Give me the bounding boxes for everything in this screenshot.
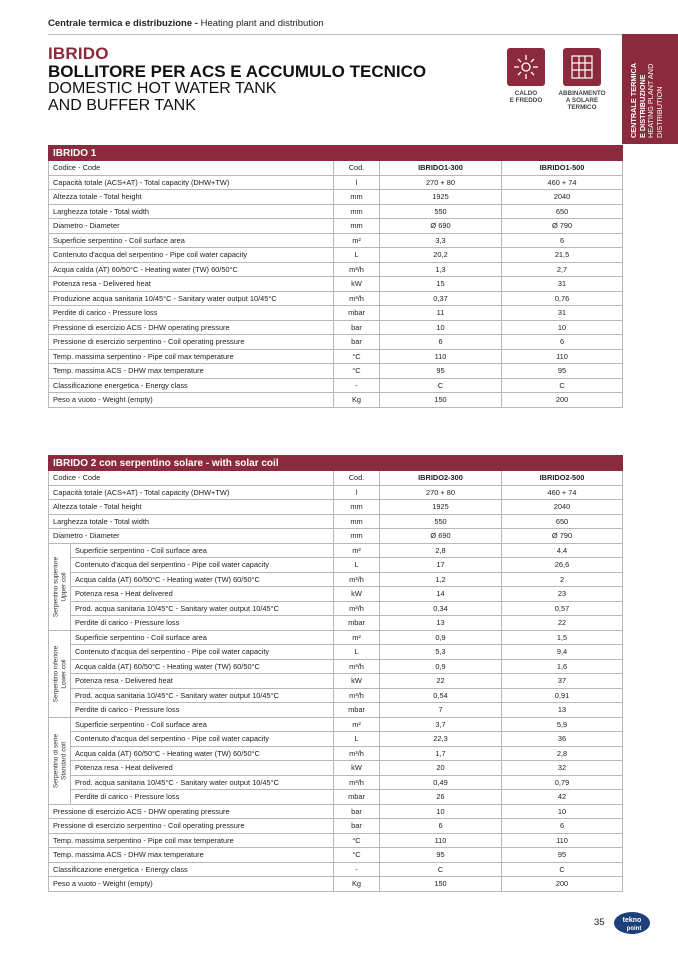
- table-cell: Diametro - Diameter: [49, 219, 334, 234]
- table-cell: 200: [502, 393, 623, 408]
- table-cell: 0,34: [380, 601, 502, 616]
- table-row: [49, 349, 623, 364]
- table-cell: 110: [380, 349, 502, 364]
- table-cell: L: [334, 248, 380, 263]
- table-row: [49, 306, 623, 321]
- table-cell: 150: [380, 393, 502, 408]
- table-cell: Prod. acqua sanitaria 10/45°C - Sanitary water output 10/45°C: [71, 601, 334, 616]
- header-section: Centrale termica e distribuzione -: [48, 18, 198, 29]
- table-cell: Produzione acqua sanitaria 10/45°C - Sanitary water output 10/45°C: [49, 291, 334, 306]
- table-cell: m²: [334, 717, 380, 732]
- table-row: [49, 804, 623, 819]
- table-cell: 95: [380, 848, 502, 863]
- table-cell: 1,7: [380, 746, 502, 761]
- table-cell: 6: [502, 335, 623, 350]
- table-row: [49, 248, 623, 263]
- table-cell: mm: [334, 529, 380, 544]
- table-cell: °C: [334, 848, 380, 863]
- table-cell: 2,8: [502, 746, 623, 761]
- table-cell: Ø 690: [380, 219, 502, 234]
- coil-group-label: [49, 630, 71, 717]
- table-cell: Altezza totale - Total height: [49, 190, 334, 205]
- table-cell: IBRIDO1-500: [502, 161, 623, 176]
- table-cell: 550: [380, 514, 502, 529]
- table-row: [49, 262, 623, 277]
- table-cell: 1925: [380, 500, 502, 515]
- table-cell: bar: [334, 819, 380, 834]
- table-cell: 1,2: [380, 572, 502, 587]
- product-family-title: IBRIDO: [48, 44, 109, 63]
- table-row: [49, 790, 623, 805]
- solar-panel-icon: [563, 48, 601, 86]
- table-row: [49, 761, 623, 776]
- table-cell: -: [334, 862, 380, 877]
- table-row: [49, 717, 623, 732]
- table-cell: m³/h: [334, 262, 380, 277]
- table-cell: 95: [380, 364, 502, 379]
- table-cell: l: [334, 175, 380, 190]
- table-cell: 31: [502, 306, 623, 321]
- coil-group-label-text: [52, 645, 67, 702]
- table-row: [49, 393, 623, 408]
- table-cell: 13: [380, 616, 502, 631]
- table-cell: C: [380, 378, 502, 393]
- section-side-tab: [622, 34, 678, 144]
- table-row: [49, 204, 623, 219]
- table-row: [49, 616, 623, 631]
- table-cell: C: [380, 862, 502, 877]
- table-cell: 460 + 74: [502, 175, 623, 190]
- table-row: [49, 161, 623, 176]
- table-cell: IBRIDO1-300: [380, 161, 502, 176]
- table-cell: 1,3: [380, 262, 502, 277]
- table-cell: Temp. massima ACS - DHW max temperature: [49, 364, 334, 379]
- table-cell: 6: [380, 335, 502, 350]
- table-cell: 2,7: [502, 262, 623, 277]
- table-cell: 4,4: [502, 543, 623, 558]
- table-row: [49, 190, 623, 205]
- table-row: [49, 703, 623, 718]
- table-cell: Classificazione energetica - Energy class: [49, 862, 334, 877]
- table-cell: 3,7: [380, 717, 502, 732]
- page-header: [48, 18, 324, 29]
- logo-text-point: point: [626, 926, 642, 932]
- table-row: [49, 746, 623, 761]
- table-cell: m³/h: [334, 601, 380, 616]
- table-cell: 0,54: [380, 688, 502, 703]
- table-cell: 110: [502, 833, 623, 848]
- table-row: [49, 514, 623, 529]
- table-cell: Cod.: [334, 471, 380, 486]
- table-cell: 1,5: [502, 630, 623, 645]
- table-cell: °C: [334, 833, 380, 848]
- table-row: [49, 364, 623, 379]
- table-cell: Prod. acqua sanitaria 10/45°C - Sanitary water output 10/45°C: [71, 775, 334, 790]
- table-cell: mm: [334, 514, 380, 529]
- table-cell: L: [334, 732, 380, 747]
- table-cell: IBRIDO2-500: [502, 471, 623, 486]
- logo-text-tekno: tekno: [622, 917, 642, 924]
- table-cell: Contenuto d'acqua del serpentino - Pipe coil water capacity: [49, 248, 334, 263]
- side-tab-line: DISTRIBUTION: [654, 86, 664, 138]
- table-row: [49, 277, 623, 292]
- table-cell: 650: [502, 204, 623, 219]
- table-cell: l: [334, 485, 380, 500]
- table-row: [49, 833, 623, 848]
- table-cell: Superficie serpentino - Coil surface area: [71, 717, 334, 732]
- table-cell: mbar: [334, 703, 380, 718]
- table-row: [49, 862, 623, 877]
- table-cell: Pressione di esercizio serpentino - Coil operating pressure: [49, 335, 334, 350]
- coil-group-label-line: Serpentino superiore: [52, 556, 59, 617]
- table-cell: Contenuto d'acqua del serpentino - Pipe coil water capacity: [71, 732, 334, 747]
- table-cell: Pressione di esercizio serpentino - Coil operating pressure: [49, 819, 334, 834]
- table-cell: 0,9: [380, 659, 502, 674]
- table-cell: 22: [502, 616, 623, 631]
- table-cell: m³/h: [334, 291, 380, 306]
- table-row: [49, 659, 623, 674]
- table-cell: 17: [380, 558, 502, 573]
- table-cell: 10: [502, 804, 623, 819]
- table-cell: 0,49: [380, 775, 502, 790]
- table-cell: Superficie serpentino - Coil surface area: [71, 543, 334, 558]
- table-cell: 650: [502, 514, 623, 529]
- table-cell: Perdite di carico - Pressure loss: [71, 703, 334, 718]
- table-title: IBRIDO 2 con serpentino solare - with solar coil: [49, 456, 623, 471]
- table-cell: Potenza resa - Heat delivered: [71, 761, 334, 776]
- table-cell: 460 + 74: [502, 485, 623, 500]
- table-cell: 6: [502, 819, 623, 834]
- table-cell: Ø 690: [380, 529, 502, 544]
- table-cell: L: [334, 645, 380, 660]
- table-cell: Capacità totale (ACS+AT) - Total capacity (DHW+TW): [49, 485, 334, 500]
- table-cell: 26,6: [502, 558, 623, 573]
- table-cell: Ø 790: [502, 529, 623, 544]
- table-row: [49, 320, 623, 335]
- table-cell: 95: [502, 848, 623, 863]
- table-row: [49, 471, 623, 486]
- icon-label-line: ABBINAMENTO: [558, 90, 606, 97]
- table-row: [49, 645, 623, 660]
- icon-label-line: A SOLARE: [565, 97, 599, 104]
- icon-label-line: E FREDDO: [509, 97, 543, 104]
- teknopoint-logo: [612, 910, 652, 936]
- product-subtitle: [48, 80, 276, 114]
- table-row: [49, 233, 623, 248]
- side-tab-line: E DISTRIBUZIONE: [637, 74, 647, 138]
- table-cell: 22,3: [380, 732, 502, 747]
- table-row: [49, 601, 623, 616]
- table-cell: Altezza totale - Total height: [49, 500, 334, 515]
- table-row: [49, 819, 623, 834]
- icon-label-line: CALDO: [514, 90, 538, 97]
- table-cell: 550: [380, 204, 502, 219]
- table-cell: 2: [502, 572, 623, 587]
- table-cell: Acqua calda (AT) 60/50°C - Heating water (TW) 60/50°C: [49, 262, 334, 277]
- table-cell: 11: [380, 306, 502, 321]
- table-cell: m³/h: [334, 746, 380, 761]
- table-cell: Contenuto d'acqua del serpentino - Pipe coil water capacity: [71, 645, 334, 660]
- table-cell: 150: [380, 877, 502, 892]
- table-title: IBRIDO 1: [49, 146, 623, 161]
- table-cell: 6: [502, 233, 623, 248]
- table-cell: mm: [334, 219, 380, 234]
- table-cell: °C: [334, 364, 380, 379]
- table-cell: mbar: [334, 306, 380, 321]
- table-cell: Prod. acqua sanitaria 10/45°C - Sanitary water output 10/45°C: [71, 688, 334, 703]
- table-cell: 270 + 80: [380, 485, 502, 500]
- table-cell: Peso a vuoto - Weight (empty): [49, 393, 334, 408]
- table-cell: m²: [334, 630, 380, 645]
- table-cell: Perdite di carico - Pressure loss: [49, 306, 334, 321]
- table-cell: 0,76: [502, 291, 623, 306]
- table-cell: IBRIDO2-300: [380, 471, 502, 486]
- table-cell: m³/h: [334, 572, 380, 587]
- table-row: [49, 732, 623, 747]
- table-cell: C: [502, 378, 623, 393]
- table-cell: 13: [502, 703, 623, 718]
- table-row: [49, 529, 623, 544]
- side-tab-line: CENTRALE TERMICA: [629, 63, 638, 138]
- table-cell: bar: [334, 320, 380, 335]
- coil-group-label-line: Serpentino di serie: [52, 733, 59, 788]
- table-cell: 0,37: [380, 291, 502, 306]
- coil-group-label-text: [52, 733, 67, 787]
- side-tab-line: HEATING PLANT AND: [646, 63, 655, 138]
- table-title-row: [49, 146, 623, 161]
- table-cell: Acqua calda (AT) 60/50°C - Heating water (TW) 60/50°C: [71, 746, 334, 761]
- table-cell: Superficie serpentino - Coil surface area: [71, 630, 334, 645]
- page-number: 35: [594, 917, 605, 928]
- table-row: [49, 378, 623, 393]
- table-cell: C: [502, 862, 623, 877]
- coil-group-label: [49, 717, 71, 804]
- table-cell: 20: [380, 761, 502, 776]
- coil-group-label-line: Upper coil: [59, 571, 67, 602]
- table-cell: 36: [502, 732, 623, 747]
- icon-label-solare: [552, 90, 612, 111]
- coil-group-label-line: Standard coil: [59, 741, 67, 780]
- table-cell: 10: [380, 804, 502, 819]
- coil-group-label-text: [52, 556, 67, 616]
- table-cell: 15: [380, 277, 502, 292]
- table-cell: kW: [334, 674, 380, 689]
- table-row: [49, 485, 623, 500]
- table-cell: 7: [380, 703, 502, 718]
- table-cell: Codice - Code: [49, 471, 334, 486]
- table-row: [49, 175, 623, 190]
- table-cell: Contenuto d'acqua del serpentino - Pipe coil water capacity: [71, 558, 334, 573]
- coil-group-label-line: Serpentino inferiore: [52, 645, 59, 702]
- table-cell: 21,5: [502, 248, 623, 263]
- spec-table-ibrido2: [48, 455, 623, 892]
- table-cell: m²: [334, 233, 380, 248]
- table-cell: Capacità totale (ACS+AT) - Total capacity (DHW+TW): [49, 175, 334, 190]
- table-cell: Potenza resa - Delivered heat: [71, 674, 334, 689]
- table-cell: Larghezza totale - Total width: [49, 514, 334, 529]
- table-row: [49, 335, 623, 350]
- product-title: BOLLITORE PER ACS E ACCUMULO TECNICO: [48, 62, 427, 81]
- table-cell: Pressione di esercizio ACS - DHW operating pressure: [49, 804, 334, 819]
- table-row: [49, 219, 623, 234]
- table-cell: L: [334, 558, 380, 573]
- table-cell: 37: [502, 674, 623, 689]
- table-cell: kW: [334, 277, 380, 292]
- table-cell: 110: [502, 349, 623, 364]
- table-cell: Peso a vuoto - Weight (empty): [49, 877, 334, 892]
- table-cell: 3,3: [380, 233, 502, 248]
- table-cell: 31: [502, 277, 623, 292]
- table-row: [49, 543, 623, 558]
- table-cell: m³/h: [334, 775, 380, 790]
- table-cell: °C: [334, 349, 380, 364]
- table-cell: Temp. massima ACS - DHW max temperature: [49, 848, 334, 863]
- table-cell: Diametro - Diameter: [49, 529, 334, 544]
- table-row: [49, 674, 623, 689]
- table-row: [49, 877, 623, 892]
- table-cell: 22: [380, 674, 502, 689]
- table-cell: kW: [334, 761, 380, 776]
- table-cell: 26: [380, 790, 502, 805]
- table-cell: Codice - Code: [49, 161, 334, 176]
- table-cell: mm: [334, 204, 380, 219]
- table-cell: 0,91: [502, 688, 623, 703]
- table-cell: m³/h: [334, 659, 380, 674]
- product-subtitle-line2: AND BUFFER TANK: [48, 97, 196, 114]
- table-cell: mm: [334, 500, 380, 515]
- table-row: [49, 291, 623, 306]
- table-cell: 2,8: [380, 543, 502, 558]
- table-row: [49, 848, 623, 863]
- table-cell: 0,9: [380, 630, 502, 645]
- table-cell: Potenza resa - Heat delivered: [71, 587, 334, 602]
- table-cell: 14: [380, 587, 502, 602]
- table-cell: 2040: [502, 500, 623, 515]
- table-cell: 10: [502, 320, 623, 335]
- table-row: [49, 572, 623, 587]
- table-cell: 42: [502, 790, 623, 805]
- table-row: [49, 500, 623, 515]
- table-cell: 5,9: [502, 717, 623, 732]
- icon-label-caldo-freddo: [496, 90, 556, 104]
- table-cell: 6: [380, 819, 502, 834]
- table-cell: Acqua calda (AT) 60/50°C - Heating water (TW) 60/50°C: [71, 572, 334, 587]
- coil-group-label-line: Lower coil: [59, 658, 67, 689]
- table-row: [49, 688, 623, 703]
- table-cell: -: [334, 378, 380, 393]
- table-cell: Superficie serpentino - Coil surface area: [49, 233, 334, 248]
- table-cell: Acqua calda (AT) 60/50°C - Heating water (TW) 60/50°C: [71, 659, 334, 674]
- table-row: [49, 775, 623, 790]
- table-cell: Perdite di carico - Pressure loss: [71, 616, 334, 631]
- table-cell: 23: [502, 587, 623, 602]
- table-cell: 2040: [502, 190, 623, 205]
- table-cell: bar: [334, 335, 380, 350]
- table-cell: mm: [334, 190, 380, 205]
- table-cell: Kg: [334, 877, 380, 892]
- table-cell: 270 + 80: [380, 175, 502, 190]
- table-cell: Kg: [334, 393, 380, 408]
- icon-label-line: TERMICO: [567, 104, 597, 111]
- coil-group-label: [49, 543, 71, 630]
- spec-table-ibrido1: [48, 145, 623, 408]
- table-cell: 9,4: [502, 645, 623, 660]
- table-cell: 1,6: [502, 659, 623, 674]
- table-cell: Pressione di esercizio ACS - DHW operating pressure: [49, 320, 334, 335]
- table-title-row: [49, 456, 623, 471]
- table-row: [49, 630, 623, 645]
- table-cell: 5,3: [380, 645, 502, 660]
- table-cell: m²: [334, 543, 380, 558]
- table-cell: Temp. massima serpentino - Pipe coil max temperature: [49, 833, 334, 848]
- table-cell: Temp. massima serpentino - Pipe coil max temperature: [49, 349, 334, 364]
- table-cell: Larghezza totale - Total width: [49, 204, 334, 219]
- table-cell: Cod.: [334, 161, 380, 176]
- table-cell: 20,2: [380, 248, 502, 263]
- table-cell: 10: [380, 320, 502, 335]
- table-row: [49, 558, 623, 573]
- table-cell: 32: [502, 761, 623, 776]
- table-cell: 95: [502, 364, 623, 379]
- snowflake-sun-icon: [507, 48, 545, 86]
- table-cell: Perdite di carico - Pressure loss: [71, 790, 334, 805]
- table-cell: 0,79: [502, 775, 623, 790]
- table-cell: 200: [502, 877, 623, 892]
- table-cell: Ø 790: [502, 219, 623, 234]
- table-cell: 110: [380, 833, 502, 848]
- table-cell: Potenza resa - Delivered heat: [49, 277, 334, 292]
- table-cell: mbar: [334, 790, 380, 805]
- table-cell: kW: [334, 587, 380, 602]
- product-subtitle-line1: DOMESTIC HOT WATER TANK: [48, 80, 277, 97]
- table-cell: Classificazione energetica - Energy class: [49, 378, 334, 393]
- table-row: [49, 587, 623, 602]
- table-cell: 1925: [380, 190, 502, 205]
- table-cell: 0,57: [502, 601, 623, 616]
- header-divider: [48, 34, 622, 35]
- table-cell: mbar: [334, 616, 380, 631]
- table-cell: bar: [334, 804, 380, 819]
- table-cell: m³/h: [334, 688, 380, 703]
- header-subsection: Heating plant and distribution: [197, 18, 324, 29]
